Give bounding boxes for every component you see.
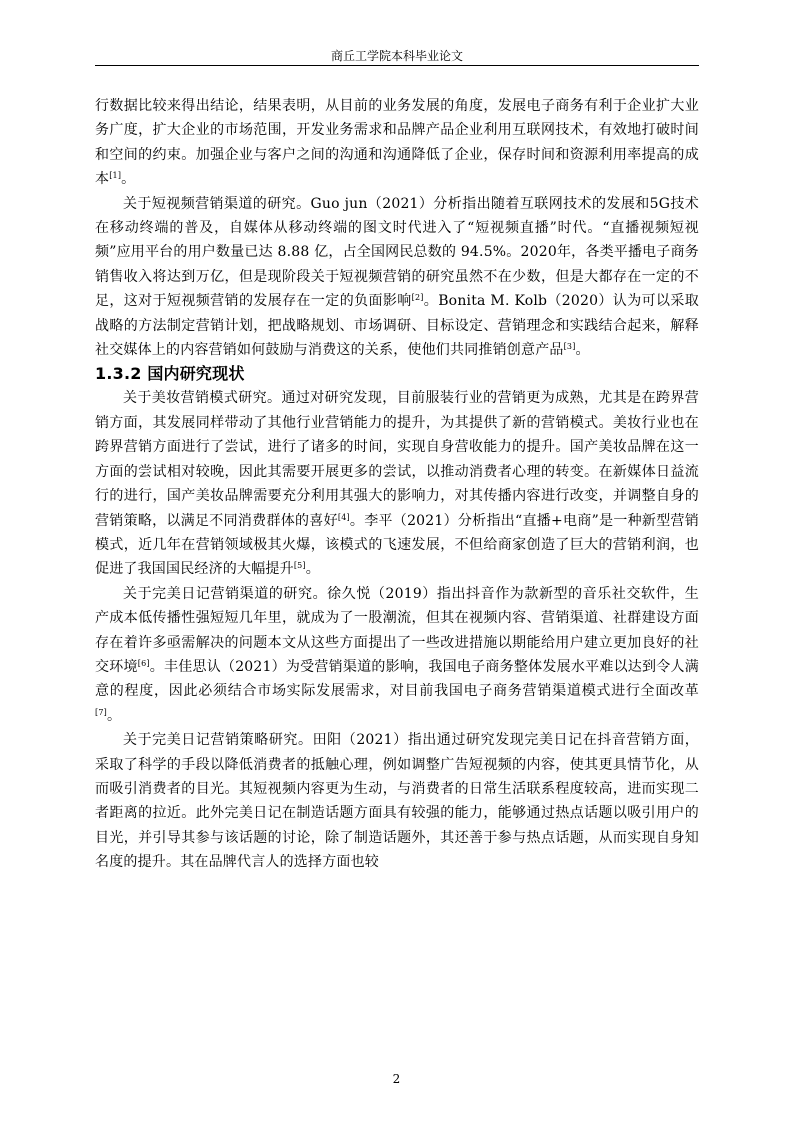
header-rule	[95, 65, 699, 66]
paragraph-2: 关于短视频营销渠道的研究。Guo jun（2021）分析指出随着互联网技术的发展和5G技术在移动终端的普及，自媒体从移动终端的图文时代进入了“短视频直播”时代。“直播视频短视频”应用平台的用户数量已达 8.88 亿，占全国网民总数的 94.5%。2020年，各类平播电子商务销售收入将达到万亿，但是现阶段关于短视频营销的研究虽然不在少数，但是大都存在一定的不足，这对于短视频营销的发展存在一定的负面影响[2]。Bonita M. Kolb（2020）认为可以采取战略的方法制定营销计划，把战略规划、市场调研、目标设定、营销理念和实践结合起来，解释社交媒体上的内容营销如何鼓励与消费这的关系，使他们共同推销创意产品[3]。	[95, 195, 699, 359]
body-text	[95, 94, 699, 875]
citation: [4]	[337, 512, 350, 522]
citation: [3]	[563, 342, 576, 352]
citation: [7]	[95, 707, 107, 717]
section-heading: 1.3.2 国内研究现状	[95, 364, 245, 384]
page-number: 2	[392, 1072, 401, 1086]
citation: [5]	[293, 561, 306, 571]
paragraph-4: 关于完美日记营销渠道的研究。徐久悦（2019）指出抖音作为款新型的音乐社交软件，生产成本低传播性强短短几年里，就成为了一股潮流，但其在视频内容、营销渠道、社群建设方面存在着许多亟需解决的问题本文从这些方面提出了一些改进措施以期能给用户建立更加良好的社交环境[6]。丰佳思认（2021）为受营销渠道的影响，我国电子商务整体发展水平难以达到令人满意的程度，因此必须结合市场实际发展需求，对目前我国电子商务营销渠道模式进行全面改革[7]。	[95, 585, 699, 724]
page-header: 商丘工学院本科毕业论文	[330, 49, 463, 63]
citation: [2]	[411, 293, 424, 303]
paragraph-3: 关于美妆营销模式研究。通过对研究发现，目前服装行业的营销更为成熟，尤其是在跨界营销方面，其发展同样带动了其他行业营销能力的提升，为其提供了新的营销模式。美妆行业也在跨界营销方面进行了尝试，进行了诸多的时间，实现自身营收能力的提升。国产美妆品牌在这一方面的尝试相对较晚，因此其需要开展更多的尝试，以推动消费者心理的转变。在新媒体日益流行的进行，国产美妆品牌需要充分利用其强大的影响力，对其传播内容进行改变，并调整自身的营销策略，以满足不同消费群体的喜好[4]。李平（2021）分析指出“直播+电商”是一种新型营销模式，近几年在营销领域极其火爆，该模式的飞速发展，不但给商家创造了巨大的营销利润，也促进了我国国民经济的大幅提升[5]。	[95, 390, 699, 578]
citation: [6]	[137, 658, 150, 668]
paragraph-1: 行数据比较来得出结论，结果表明，从目前的业务发展的角度，发展电子商务有利于企业扩大业务广度，扩大企业的市场范围，开发业务需求和品牌产品企业利用互联网技术，有效地打破时间和空间的约束。加强企业与客户之间的沟通和沟通降低了企业，保存时间和资源利用率提高的成本[1]。	[95, 98, 699, 188]
paragraph-5: 关于完美日记营销策略研究。田阳（2021）指出通过研究发现完美日记在抖音营销方面，采取了科学的手段以降低消费者的抵触心理，例如调整广告短视频的内容，使其更具情节化，从而吸引消费者的目光。其短视频内容更为生动，与消费者的日常生活联系程度较高，进而实现二者距离的拉近。此外完美日记在制造话题方面具有较强的能力，能够通过热点话题以吸引用户的目光，并引导其参与该话题的讨论，除了制造话题外，其还善于参与热点话题，从而实现自身知名度的提升。其在品牌代言人的选择方面也较	[95, 732, 699, 871]
citation: [1]	[109, 171, 122, 181]
